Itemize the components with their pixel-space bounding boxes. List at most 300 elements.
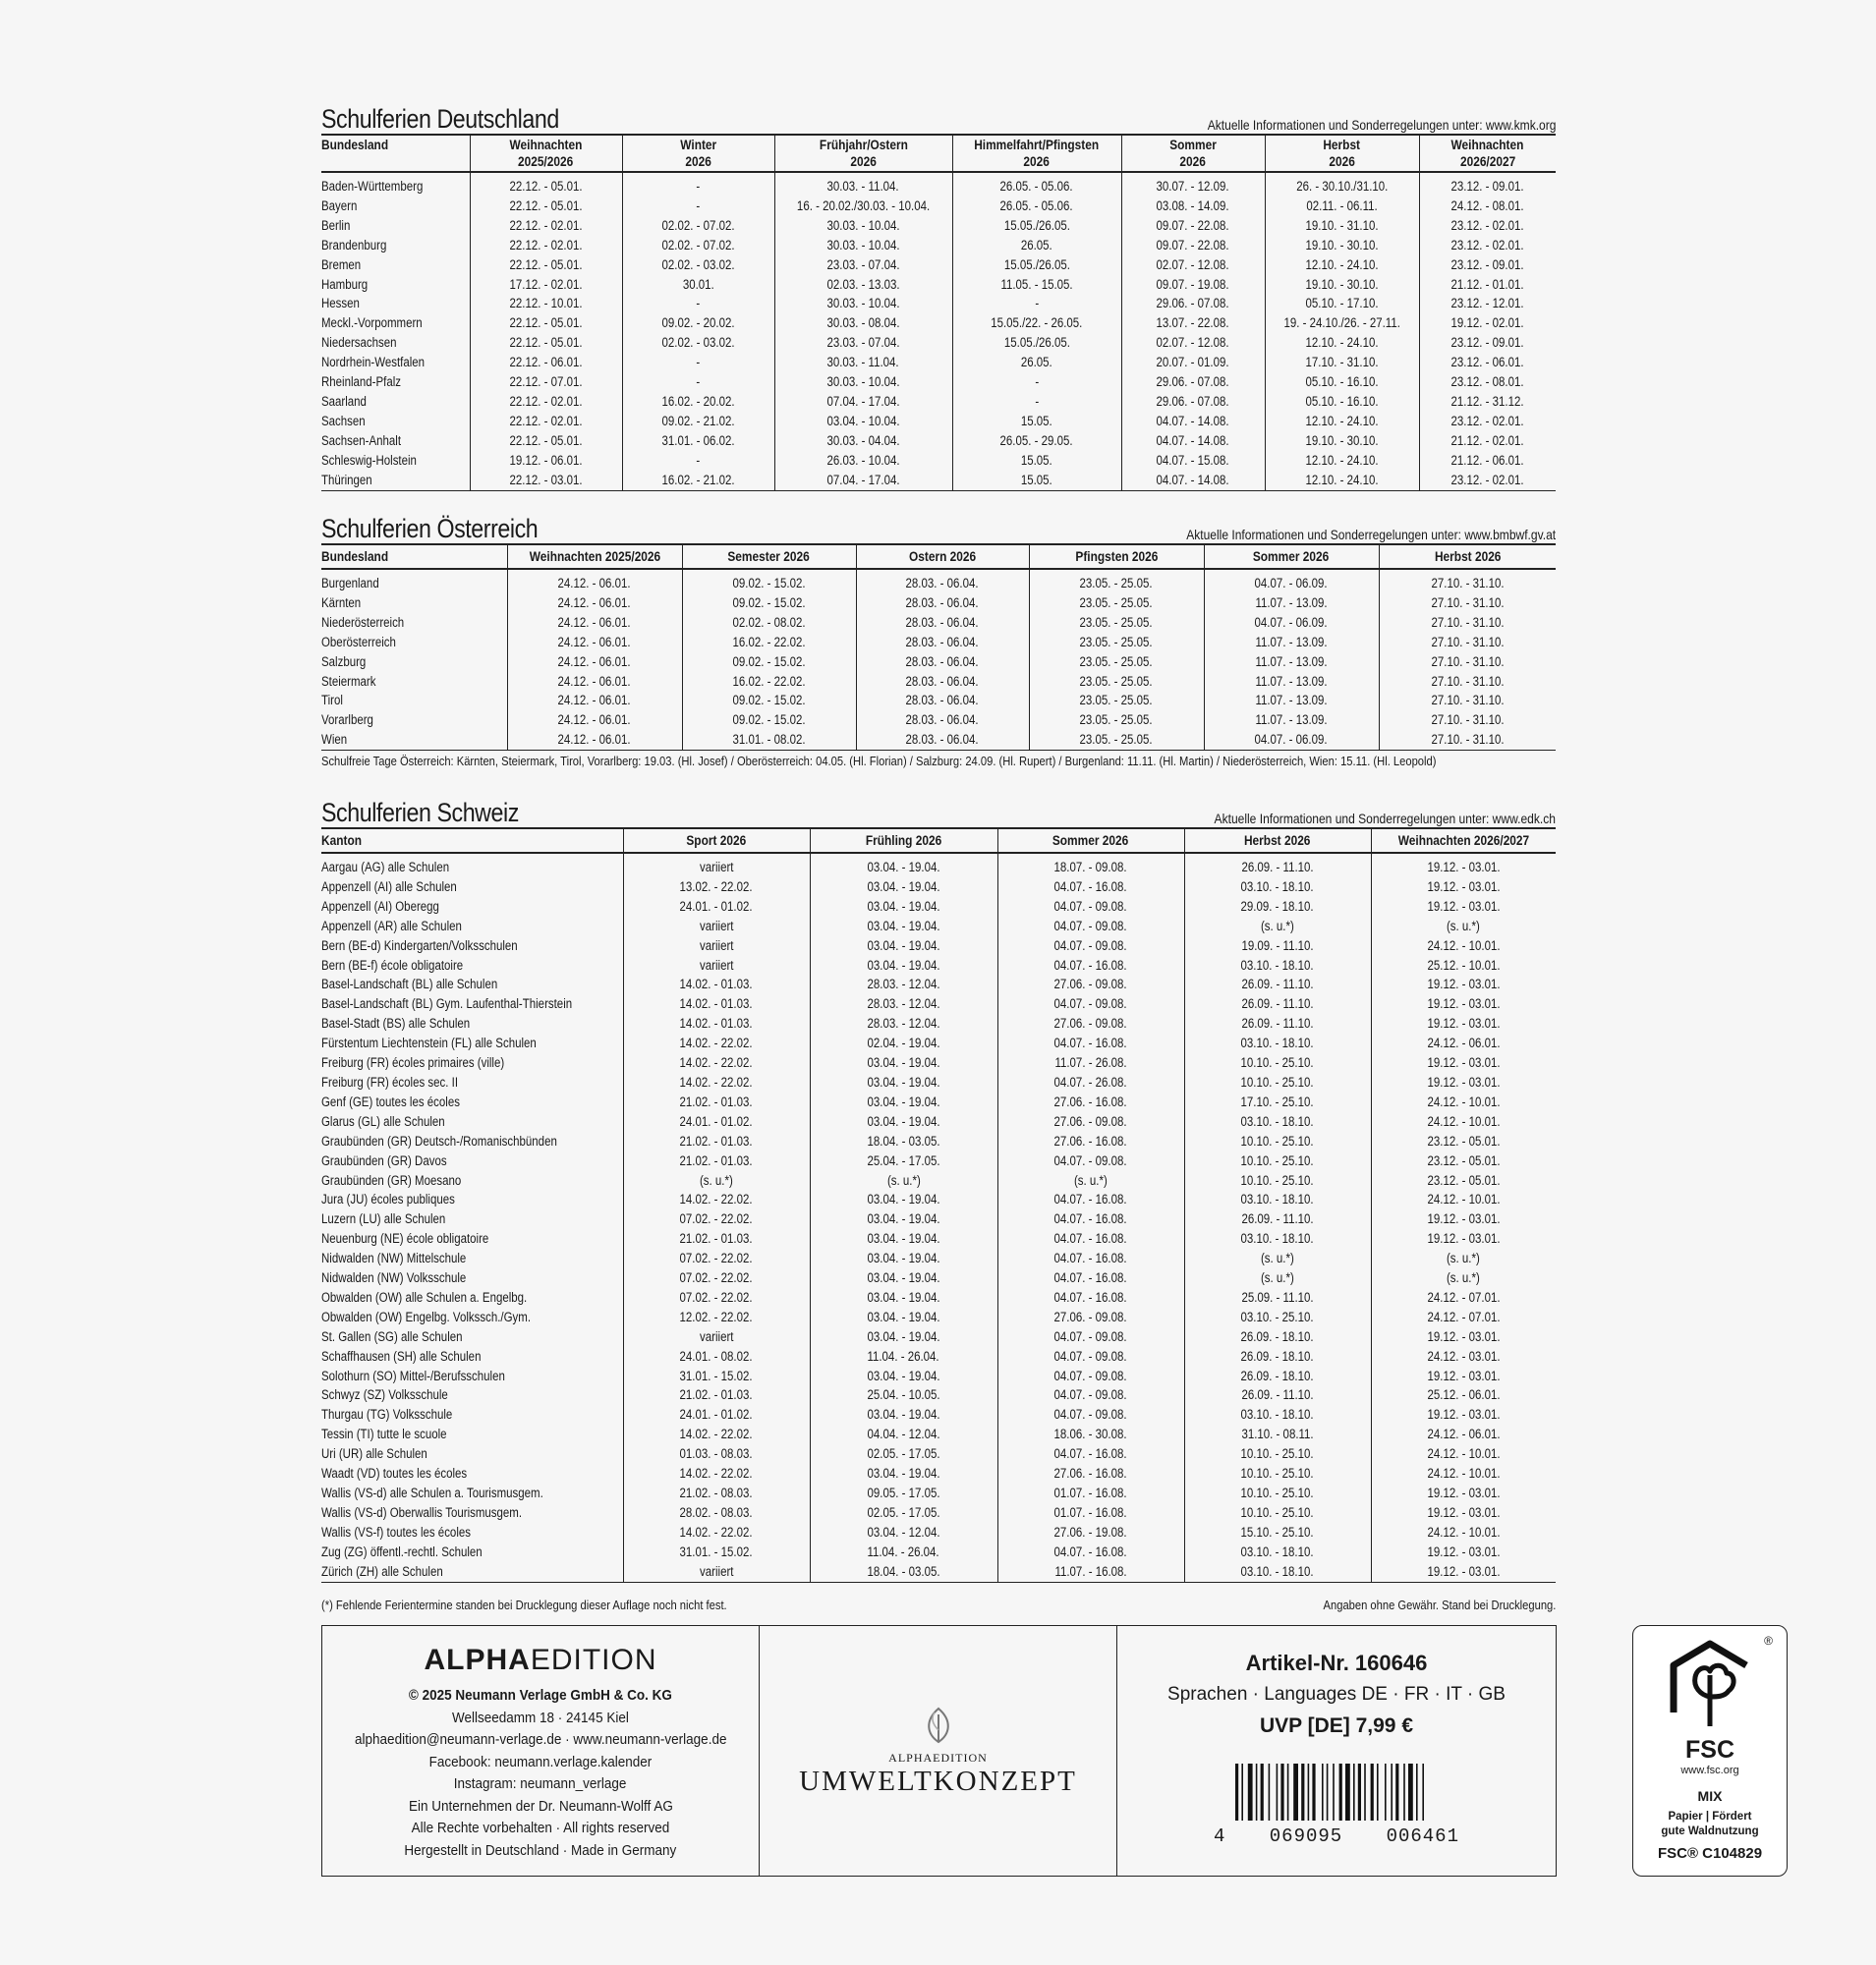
column-header-line-1: Weihnachten xyxy=(509,137,583,152)
cell-text: Oberösterreich xyxy=(321,634,396,649)
germany-table-row xyxy=(321,172,1556,196)
holiday-dates-cell xyxy=(997,1268,1184,1288)
cell-text: 04.07. - 09.08. xyxy=(1053,918,1128,933)
holiday-dates-cell xyxy=(1371,956,1556,976)
switzerland-table-row xyxy=(321,1151,1556,1171)
holiday-dates-cell xyxy=(507,613,682,633)
holiday-dates-cell xyxy=(1121,172,1265,196)
column-header-line-1: Himmelfahrt/Pfingsten xyxy=(974,137,1100,152)
barcode-bar xyxy=(1408,1764,1413,1821)
cell-text: 30.03. - 10.04. xyxy=(826,237,900,253)
holiday-dates-cell xyxy=(1184,1464,1371,1484)
holiday-dates-cell xyxy=(1419,333,1556,353)
cell-text: Freiburg (FR) écoles primaires (ville) xyxy=(321,1055,505,1071)
fsc-label: MIX xyxy=(1697,1788,1723,1804)
holiday-dates-cell xyxy=(1371,877,1556,897)
holiday-dates-cell xyxy=(1371,1268,1556,1288)
barcode-bar xyxy=(1301,1764,1304,1821)
cell-text: Uri (UR) alle Schulen xyxy=(321,1446,427,1462)
holiday-dates-cell xyxy=(623,1347,810,1367)
fsc-registered-mark: ® xyxy=(1764,1634,1773,1648)
holiday-dates-cell xyxy=(1184,936,1371,956)
austria-section xyxy=(321,514,1556,768)
cell-text: 28.03. - 06.04. xyxy=(905,594,980,610)
germany-column-header xyxy=(1265,135,1419,172)
cell-text: (s. u.*) xyxy=(1447,918,1481,933)
holiday-dates-cell xyxy=(623,994,810,1014)
holiday-dates-cell xyxy=(810,1268,997,1288)
holiday-dates-cell xyxy=(952,255,1121,275)
cell-text: 22.12. - 05.01. xyxy=(509,315,583,331)
region-name-cell xyxy=(321,569,507,593)
cell-text: Tessin (TI) tutte le scuole xyxy=(321,1427,447,1442)
barcode-bar xyxy=(1269,1764,1271,1821)
cell-text: 19.12. - 03.01. xyxy=(1427,878,1501,894)
cell-text: 24.12. - 07.01. xyxy=(1427,1309,1501,1324)
holiday-dates-cell xyxy=(623,1464,810,1484)
holiday-dates-cell xyxy=(1371,1190,1556,1209)
holiday-dates-cell xyxy=(1379,633,1556,652)
cell-text: 23.05. - 25.05. xyxy=(1079,732,1154,748)
holiday-dates-cell xyxy=(623,1073,810,1093)
cell-text: Basel-Landschaft (BL) Gym. Laufenthal-Thierstein xyxy=(321,996,573,1012)
barcode-digit-1: 4 xyxy=(1214,1825,1226,1847)
germany-table-row xyxy=(321,471,1556,490)
holiday-dates-cell xyxy=(997,1464,1184,1484)
holiday-dates-cell xyxy=(623,1327,810,1347)
switzerland-table-row xyxy=(321,1464,1556,1484)
holiday-dates-cell xyxy=(810,1308,997,1327)
cell-text: - xyxy=(1035,296,1039,311)
switzerland-table-row xyxy=(321,1249,1556,1268)
cell-text: 21.12. - 02.01. xyxy=(1450,432,1524,448)
cell-text: Bern (BE-d) Kindergarten/Volksschulen xyxy=(321,937,518,953)
holiday-dates-cell xyxy=(774,275,952,295)
barcode-bar xyxy=(1327,1764,1329,1821)
cell-text: 26.05. - 05.06. xyxy=(999,179,1074,194)
holiday-dates-cell xyxy=(997,1425,1184,1444)
holiday-dates-cell xyxy=(1419,172,1556,196)
holiday-dates-cell xyxy=(1371,1425,1556,1444)
cell-text: 22.12. - 02.01. xyxy=(509,413,583,428)
holiday-dates-cell xyxy=(810,1543,997,1562)
holiday-dates-cell xyxy=(1121,451,1265,471)
region-name-cell xyxy=(321,255,470,275)
cell-text: 03.04. - 19.04. xyxy=(867,1466,940,1482)
holiday-dates-cell xyxy=(623,1543,810,1562)
region-name-cell xyxy=(321,1484,623,1503)
cell-text: 03.04. - 19.04. xyxy=(867,1094,940,1109)
cell-text: 19.12. - 03.01. xyxy=(1427,1504,1501,1520)
holiday-dates-cell xyxy=(774,451,952,471)
cell-text: Nordrhein-Westfalen xyxy=(321,355,426,370)
cell-text: 11.07. - 13.09. xyxy=(1255,693,1328,708)
holiday-dates-cell xyxy=(1184,917,1371,936)
holiday-dates-cell xyxy=(1265,372,1419,392)
switzerland-column-header xyxy=(1371,828,1556,853)
cell-text: variiert xyxy=(699,1328,734,1344)
holiday-dates-cell xyxy=(1371,1073,1556,1093)
holiday-dates-cell xyxy=(507,691,682,710)
holiday-dates-cell xyxy=(952,431,1121,451)
switzerland-info: Aktuelle Informationen und Sonderregelungen unter: www.edk.ch xyxy=(1214,811,1556,826)
switzerland-table xyxy=(321,827,1556,1583)
holiday-dates-cell xyxy=(1204,633,1379,652)
barcode-bar xyxy=(1277,1764,1279,1821)
holiday-dates-cell xyxy=(997,1562,1184,1582)
holiday-dates-cell xyxy=(810,1385,997,1405)
cell-text: 26.05. - 05.06. xyxy=(999,197,1074,213)
holiday-dates-cell xyxy=(1184,1171,1371,1191)
cell-text: - xyxy=(1035,374,1039,390)
footnote-right: Angaben ohne Gewähr. Stand bei Drucklegung. xyxy=(1323,1598,1556,1612)
logo-bold: ALPHA xyxy=(424,1644,531,1676)
cell-text: 24.12. - 08.01. xyxy=(1450,197,1524,213)
cell-text: 23.05. - 25.05. xyxy=(1079,614,1154,630)
cell-text: Salzburg xyxy=(321,653,367,669)
cell-text: 11.07. - 16.08. xyxy=(1054,1563,1127,1579)
holiday-dates-cell xyxy=(1419,236,1556,255)
cell-text: 23.05. - 25.05. xyxy=(1079,634,1154,649)
germany-table-row xyxy=(321,392,1556,412)
holiday-dates-cell xyxy=(622,451,774,471)
region-name-cell xyxy=(321,917,623,936)
cell-text: 04.07. - 15.08. xyxy=(1156,452,1230,468)
cell-text: 24.12. - 06.01. xyxy=(557,594,632,610)
holiday-dates-cell xyxy=(682,730,856,750)
cell-text: 31.01. - 15.02. xyxy=(679,1544,754,1559)
holiday-dates-cell xyxy=(1184,1053,1371,1073)
holiday-dates-cell xyxy=(1371,1405,1556,1425)
cell-text: 16.02. - 22.02. xyxy=(732,673,806,689)
holiday-dates-cell xyxy=(810,1073,997,1093)
barcode-digit-3: 006461 xyxy=(1386,1825,1459,1847)
cell-text: 28.03. - 06.04. xyxy=(905,634,980,649)
holiday-dates-cell xyxy=(622,471,774,490)
cell-text: 21.02. - 08.03. xyxy=(679,1486,754,1500)
cell-text: Baden-Württemberg xyxy=(321,179,424,194)
austria-column-header xyxy=(1204,544,1379,569)
holiday-dates-cell xyxy=(682,593,856,613)
publisher-line xyxy=(322,1685,759,1708)
holiday-dates-cell xyxy=(1371,1523,1556,1543)
cell-text: Schwyz (SZ) Volksschule xyxy=(321,1387,448,1403)
holiday-dates-cell xyxy=(1184,853,1371,877)
barcode-bar xyxy=(1256,1764,1258,1821)
cell-text: 29.06. - 07.08. xyxy=(1156,296,1230,311)
holiday-dates-cell xyxy=(1121,471,1265,490)
holiday-dates-cell xyxy=(810,1523,997,1543)
switzerland-table-row xyxy=(321,1053,1556,1073)
cell-text: 03.08. - 14.09. xyxy=(1156,197,1230,213)
switzerland-table-row xyxy=(321,1014,1556,1034)
holiday-dates-cell xyxy=(810,1464,997,1484)
publisher-line-text: Facebook: neumann.verlage.kalender xyxy=(428,1753,653,1770)
cell-text: 24.12. - 06.01. xyxy=(557,614,632,630)
publisher-line xyxy=(322,1840,759,1863)
column-header-line-2: 2026/2027 xyxy=(1459,153,1515,169)
holiday-dates-cell xyxy=(622,431,774,451)
germany-table-row xyxy=(321,216,1556,236)
holiday-dates-cell xyxy=(1371,1308,1556,1327)
holiday-dates-cell xyxy=(623,917,810,936)
cell-text: Meckl.-Vorpommern xyxy=(321,315,423,331)
cell-text: 14.02. - 22.02. xyxy=(679,1466,754,1482)
cell-text: 05.10. - 17.10. xyxy=(1305,296,1379,311)
cell-text: 03.04. - 19.04. xyxy=(867,1251,940,1266)
region-name-cell xyxy=(321,333,470,353)
holiday-dates-cell xyxy=(623,1249,810,1268)
cell-text: Graubünden (GR) Deutsch-/Romanischbünden xyxy=(321,1133,557,1149)
holiday-dates-cell xyxy=(810,1209,997,1229)
region-name-cell xyxy=(321,1112,623,1132)
region-name-cell xyxy=(321,691,507,710)
holiday-dates-cell xyxy=(1265,275,1419,295)
switzerland-column-header xyxy=(997,828,1184,853)
cell-text: 10.10. - 25.10. xyxy=(1240,1446,1315,1462)
cell-text: St. Gallen (SG) alle Schulen xyxy=(321,1328,463,1344)
barcode-bar xyxy=(1287,1764,1289,1821)
cell-text: Saarland xyxy=(321,393,367,409)
holiday-dates-cell xyxy=(952,471,1121,490)
region-name-cell xyxy=(321,1347,623,1367)
cell-text: 30.03. - 10.04. xyxy=(826,374,900,390)
holiday-dates-cell xyxy=(1029,569,1204,593)
cell-text: 22.12. - 03.01. xyxy=(509,472,583,487)
holiday-dates-cell xyxy=(810,1190,997,1209)
barcode-bar xyxy=(1322,1764,1324,1821)
cell-text: 12.02. - 22.02. xyxy=(679,1309,754,1324)
column-header-label: Weihnachten 2026/2027 xyxy=(1397,832,1529,848)
holiday-dates-cell xyxy=(1029,672,1204,692)
cell-text: 04.07. - 14.08. xyxy=(1156,432,1230,448)
switzerland-table-row xyxy=(321,1562,1556,1582)
holiday-dates-cell xyxy=(997,1385,1184,1405)
germany-column-header xyxy=(1121,135,1265,172)
alphaedition-logo xyxy=(322,1644,759,1677)
cell-text: 10.10. - 25.10. xyxy=(1240,1172,1315,1188)
cell-text: 04.07. - 16.08. xyxy=(1053,1036,1128,1051)
cell-text: 03.04. - 19.04. xyxy=(867,1113,940,1129)
holiday-dates-cell xyxy=(1184,1014,1371,1034)
holiday-dates-cell xyxy=(1265,255,1419,275)
holiday-dates-cell xyxy=(810,1503,997,1523)
cell-text: 24.01. - 01.02. xyxy=(679,1407,754,1423)
cell-text: 24.12. - 10.01. xyxy=(1427,1113,1501,1129)
cell-text: 25.04. - 17.05. xyxy=(867,1152,940,1168)
cell-text: Luzern (LU) alle Schulen xyxy=(321,1211,446,1227)
holiday-dates-cell xyxy=(623,1444,810,1464)
holiday-dates-cell xyxy=(1419,353,1556,372)
holiday-dates-cell xyxy=(470,313,622,333)
cell-text: 21.12. - 01.01. xyxy=(1450,276,1524,292)
cell-text: 23.05. - 25.05. xyxy=(1079,576,1154,590)
cell-text: 28.03. - 06.04. xyxy=(905,693,980,708)
cell-text: 24.12. - 06.01. xyxy=(1427,1427,1501,1442)
cell-text: 03.04. - 10.04. xyxy=(826,413,900,428)
holiday-dates-cell xyxy=(622,172,774,196)
holiday-dates-cell xyxy=(507,569,682,593)
cell-text: 23.12. - 09.01. xyxy=(1450,335,1524,351)
holiday-dates-cell xyxy=(1371,1112,1556,1132)
cell-text: 25.12. - 06.01. xyxy=(1427,1387,1501,1403)
cell-text: 23.12. - 12.01. xyxy=(1450,296,1524,311)
holiday-dates-cell xyxy=(997,975,1184,994)
holiday-dates-cell xyxy=(1184,1093,1371,1112)
cell-text: 12.10. - 24.10. xyxy=(1305,335,1379,351)
barcode-bar xyxy=(1391,1764,1393,1821)
holiday-dates-cell xyxy=(997,1132,1184,1151)
cell-text: 26.09. - 11.10. xyxy=(1241,977,1314,992)
switzerland-table-row xyxy=(321,1347,1556,1367)
cell-text: 09.02. - 15.02. xyxy=(732,653,806,669)
cell-text: 23.05. - 25.05. xyxy=(1079,712,1154,728)
austria-header xyxy=(321,514,1556,543)
column-header-label: Herbst 2026 xyxy=(1434,548,1501,564)
holiday-dates-cell xyxy=(1419,216,1556,236)
cell-text: 29.09. - 18.10. xyxy=(1240,898,1315,914)
publisher-lines xyxy=(322,1685,759,1862)
cell-text: 04.07. - 16.08. xyxy=(1053,1544,1128,1559)
holiday-dates-cell xyxy=(952,333,1121,353)
holiday-dates-cell xyxy=(997,1347,1184,1367)
germany-table-row xyxy=(321,333,1556,353)
logo-light: EDITION xyxy=(530,1644,657,1676)
cell-text: 24.12. - 10.01. xyxy=(1427,1446,1501,1462)
holiday-dates-cell xyxy=(997,1288,1184,1308)
holiday-dates-cell xyxy=(774,294,952,313)
cell-text: 23.12. - 09.01. xyxy=(1450,256,1524,272)
holiday-dates-cell xyxy=(997,897,1184,917)
cell-text: Solothurn (SO) Mittel-/Berufsschulen xyxy=(321,1368,505,1383)
switzerland-column-header xyxy=(810,828,997,853)
cell-text: Zürich (ZH) alle Schulen xyxy=(321,1563,443,1579)
cell-text: variiert xyxy=(699,1563,734,1579)
holiday-dates-cell xyxy=(1371,1327,1556,1347)
region-name-cell xyxy=(321,1327,623,1347)
cell-text: 03.04. - 19.04. xyxy=(867,1074,940,1090)
holiday-dates-cell xyxy=(622,353,774,372)
austria-header-row xyxy=(321,544,1556,569)
holiday-dates-cell xyxy=(997,1053,1184,1073)
column-header-label: Weihnachten 2025/2026 xyxy=(529,548,660,564)
cell-text: 26.05. xyxy=(1021,237,1052,253)
holiday-dates-cell xyxy=(1184,1268,1371,1288)
holiday-dates-cell xyxy=(1204,652,1379,672)
holiday-dates-cell xyxy=(623,897,810,917)
column-header-label: Sommer 2026 xyxy=(1052,832,1129,848)
cell-text: - xyxy=(696,179,701,194)
cell-text: 23.12. - 08.01. xyxy=(1450,374,1524,390)
cell-text: 21.02. - 01.03. xyxy=(679,1387,754,1403)
holiday-dates-cell xyxy=(623,956,810,976)
cell-text: 11.07. - 13.09. xyxy=(1255,712,1328,728)
cell-text: 04.07. - 09.08. xyxy=(1053,996,1128,1012)
cell-text: 23.12. - 05.01. xyxy=(1427,1172,1501,1188)
holiday-dates-cell xyxy=(470,471,622,490)
holiday-dates-cell xyxy=(952,275,1121,295)
holiday-dates-cell xyxy=(623,1425,810,1444)
cell-text: 19.12. - 03.01. xyxy=(1427,898,1501,914)
region-name-cell xyxy=(321,1543,623,1562)
cell-text: Graubünden (GR) Davos xyxy=(321,1152,447,1168)
cell-text: 30.03. - 08.04. xyxy=(826,315,900,331)
holiday-dates-cell xyxy=(623,1053,810,1073)
region-name-cell xyxy=(321,1014,623,1034)
holiday-dates-cell xyxy=(623,1093,810,1112)
publisher-line xyxy=(322,1796,759,1819)
region-name-cell xyxy=(321,294,470,313)
holiday-dates-cell xyxy=(1371,1132,1556,1151)
cell-text: 09.02. - 15.02. xyxy=(732,712,806,728)
switzerland-table-row xyxy=(321,1229,1556,1249)
cell-text: variiert xyxy=(699,918,734,933)
holiday-dates-cell xyxy=(682,710,856,730)
cell-text: Thurgau (TG) Volksschule xyxy=(321,1407,453,1423)
region-name-cell xyxy=(321,172,470,196)
holiday-dates-cell xyxy=(507,652,682,672)
holiday-dates-cell xyxy=(1184,1190,1371,1209)
holiday-dates-cell xyxy=(774,372,952,392)
cell-text: (s. u.*) xyxy=(1447,1270,1481,1286)
cell-text: 23.05. - 25.05. xyxy=(1079,673,1154,689)
holiday-dates-cell xyxy=(810,994,997,1014)
cell-text: 29.06. - 07.08. xyxy=(1156,393,1230,409)
cell-text: 02.04. - 19.04. xyxy=(867,1036,940,1051)
region-name-cell xyxy=(321,313,470,333)
cell-text: Freiburg (FR) écoles sec. II xyxy=(321,1074,459,1090)
publisher-line-text: alphaedition@neumann-verlage.de · www.neumann-verlage.de xyxy=(354,1731,727,1748)
holiday-dates-cell xyxy=(622,412,774,431)
cell-text: 18.07. - 09.08. xyxy=(1053,860,1128,874)
holiday-dates-cell xyxy=(1184,956,1371,976)
eco-small-text: ALPHAEDITION xyxy=(888,1751,988,1765)
cell-text: 30.03. - 11.04. xyxy=(826,179,900,194)
holiday-dates-cell xyxy=(1371,1444,1556,1464)
holiday-dates-cell xyxy=(1184,1034,1371,1053)
holiday-dates-cell xyxy=(470,333,622,353)
switzerland-table-row xyxy=(321,1367,1556,1386)
holiday-dates-cell xyxy=(1265,431,1419,451)
publisher-line xyxy=(322,1818,759,1840)
cell-text: 03.04. - 12.04. xyxy=(867,1524,940,1540)
cell-text: 04.07. - 16.08. xyxy=(1053,1446,1128,1462)
germany-table-row xyxy=(321,255,1556,275)
holiday-dates-cell xyxy=(856,652,1029,672)
germany-column-header xyxy=(470,135,622,172)
cell-text: - xyxy=(696,296,701,311)
cell-text: 07.02. - 22.02. xyxy=(679,1211,754,1227)
holiday-dates-cell xyxy=(1184,1405,1371,1425)
cell-text: 02.07. - 12.08. xyxy=(1156,256,1230,272)
cell-text: 23.12. - 05.01. xyxy=(1427,1133,1501,1149)
cell-text: 14.02. - 22.02. xyxy=(679,1074,754,1090)
cell-text: 21.12. - 06.01. xyxy=(1450,452,1524,468)
austria-column-header xyxy=(1029,544,1204,569)
cell-text: 27.10. - 31.10. xyxy=(1431,732,1505,748)
austria-table-row xyxy=(321,710,1556,730)
cell-text: 15.10. - 25.10. xyxy=(1240,1524,1315,1540)
cell-text: 14.02. - 01.03. xyxy=(679,996,754,1012)
cell-text: 03.04. - 19.04. xyxy=(867,898,940,914)
holiday-dates-cell xyxy=(470,196,622,216)
cell-text: 19.10. - 31.10. xyxy=(1305,217,1379,233)
region-name-cell xyxy=(321,730,507,750)
cell-text: 22.12. - 02.01. xyxy=(509,393,583,409)
austria-table-row xyxy=(321,652,1556,672)
cell-text: 23.12. - 06.01. xyxy=(1450,355,1524,370)
holiday-dates-cell xyxy=(997,1190,1184,1209)
